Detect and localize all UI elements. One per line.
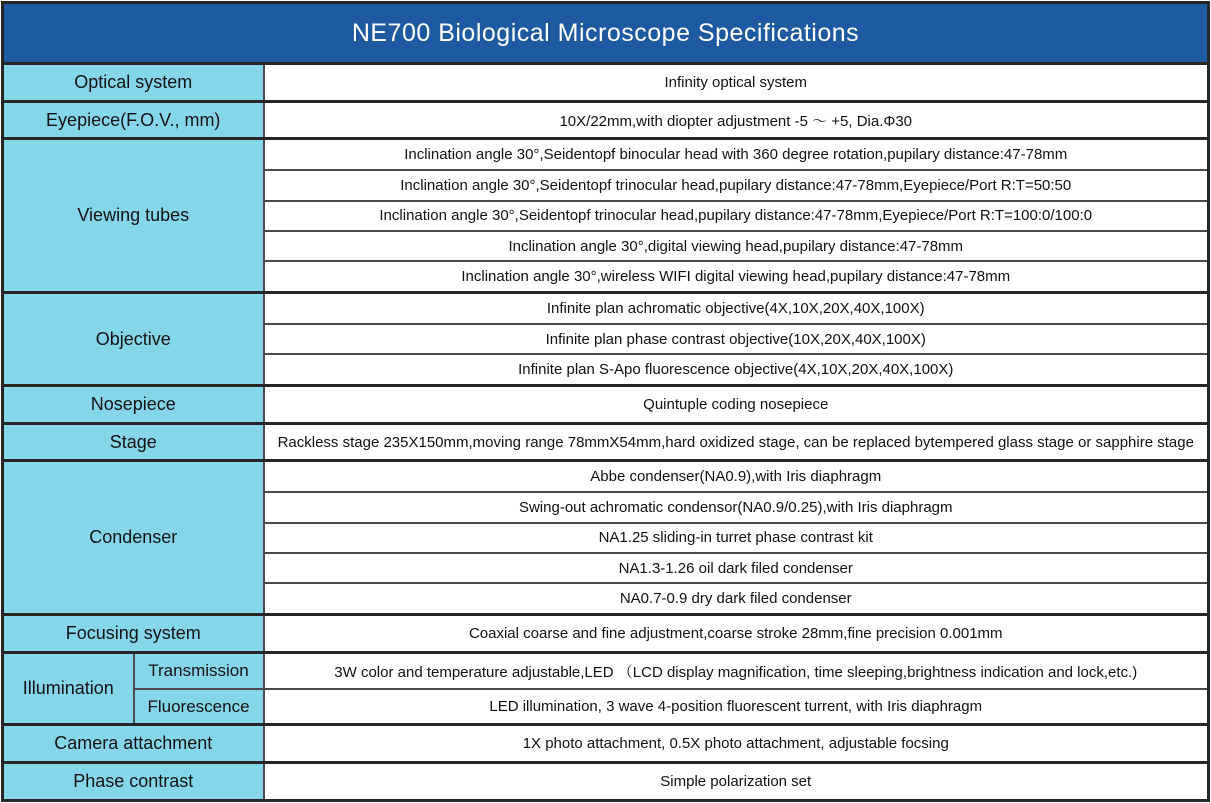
table-row xyxy=(3,101,1209,139)
sub-label-fluorescence: Fluorescence xyxy=(134,689,264,725)
table-row xyxy=(3,386,1209,424)
row-label-stage: Stage xyxy=(3,423,264,461)
row-label-camera-attachment: Camera attachment xyxy=(3,725,264,763)
sub-label-transmission: Transmission xyxy=(134,652,264,689)
table-title: NE700 Biological Microscope Specifications xyxy=(3,3,1209,64)
spec-value: Abbe condenser(NA0.9),with Iris diaphragm xyxy=(264,461,1209,492)
spec-value: Infinite plan achromatic objective(4X,10X,20X,40X,100X) xyxy=(264,293,1209,324)
table-row xyxy=(3,64,1209,102)
spec-value: LED illumination, 3 wave 4-position fluorescent turrent, with Iris diaphragm xyxy=(264,689,1209,725)
table-header-row xyxy=(3,3,1209,64)
table-row xyxy=(3,461,1209,492)
table-row xyxy=(3,763,1209,801)
table-row xyxy=(3,423,1209,461)
spec-value: Infinite plan S-Apo fluorescence objective(4X,10X,20X,40X,100X) xyxy=(264,354,1209,385)
table-row xyxy=(3,293,1209,324)
spec-value: Inclination angle 30°,digital viewing head,pupilary distance:47-78mm xyxy=(264,231,1209,261)
row-label-objective: Objective xyxy=(3,293,264,386)
spec-value: NA1.25 sliding-in turret phase contrast kit xyxy=(264,523,1209,553)
table-row xyxy=(3,139,1209,170)
spec-value: NA1.3-1.26 oil dark filed condenser xyxy=(264,553,1209,583)
row-label-phase-contrast: Phase contrast xyxy=(3,763,264,801)
spec-value: Swing-out achromatic condensor(NA0.9/0.25),with Iris diaphragm xyxy=(264,492,1209,522)
spec-value: 1X photo attachment, 0.5X photo attachment, adjustable focsing xyxy=(264,725,1209,763)
spec-value: Coaxial coarse and fine adjustment,coarse stroke 28mm,fine precision 0.001mm xyxy=(264,615,1209,653)
spec-value: 10X/22mm,with diopter adjustment -5 ～ +5, Dia.Φ30 xyxy=(264,101,1209,139)
spec-value: Inclination angle 30°,Seidentopf trinocular head,pupilary distance:47-78mm,Eyepiece/Port R:T=50:50 xyxy=(264,170,1209,200)
row-label-condenser: Condenser xyxy=(3,461,264,615)
table-row xyxy=(3,689,1209,725)
spec-value: Inclination angle 30°,Seidentopf trinocular head,pupilary distance:47-78mm,Eyepiece/Port R:T=100:0/100:0 xyxy=(264,201,1209,231)
table-row xyxy=(3,615,1209,653)
spec-value: 3W color and temperature adjustable,LED （LCD display magnification, time sleeping,brightness indication and lock,etc.) xyxy=(264,652,1209,689)
row-label-focusing-system: Focusing system xyxy=(3,615,264,653)
spec-value: Simple polarization set xyxy=(264,763,1209,801)
spec-value: NA0.7-0.9 dry dark filed condenser xyxy=(264,583,1209,614)
row-label-eyepiece: Eyepiece(F.O.V., mm) xyxy=(3,101,264,139)
spec-value: Infinite plan phase contrast objective(10X,20X,40X,100X) xyxy=(264,324,1209,354)
row-label-nosepiece: Nosepiece xyxy=(3,386,264,424)
spec-value: Quintuple coding nosepiece xyxy=(264,386,1209,424)
spec-value: Inclination angle 30°,Seidentopf binocular head with 360 degree rotation,pupilary distance:47-78mm xyxy=(264,139,1209,170)
table-row xyxy=(3,725,1209,763)
row-label-viewing-tubes: Viewing tubes xyxy=(3,139,264,293)
spec-value: Inclination angle 30°,wireless WIFI digital viewing head,pupilary distance:47-78mm xyxy=(264,261,1209,292)
spec-value: Infinity optical system xyxy=(264,64,1209,102)
row-label-illumination: Illumination xyxy=(3,652,134,725)
spec-table xyxy=(1,1,1210,802)
row-label-optical-system: Optical system xyxy=(3,64,264,102)
table-row xyxy=(3,652,1209,689)
spec-value: Rackless stage 235X150mm,moving range 78mmX54mm,hard oxidized stage, can be replaced bytempered glass stage or sapphire stage xyxy=(264,423,1209,461)
